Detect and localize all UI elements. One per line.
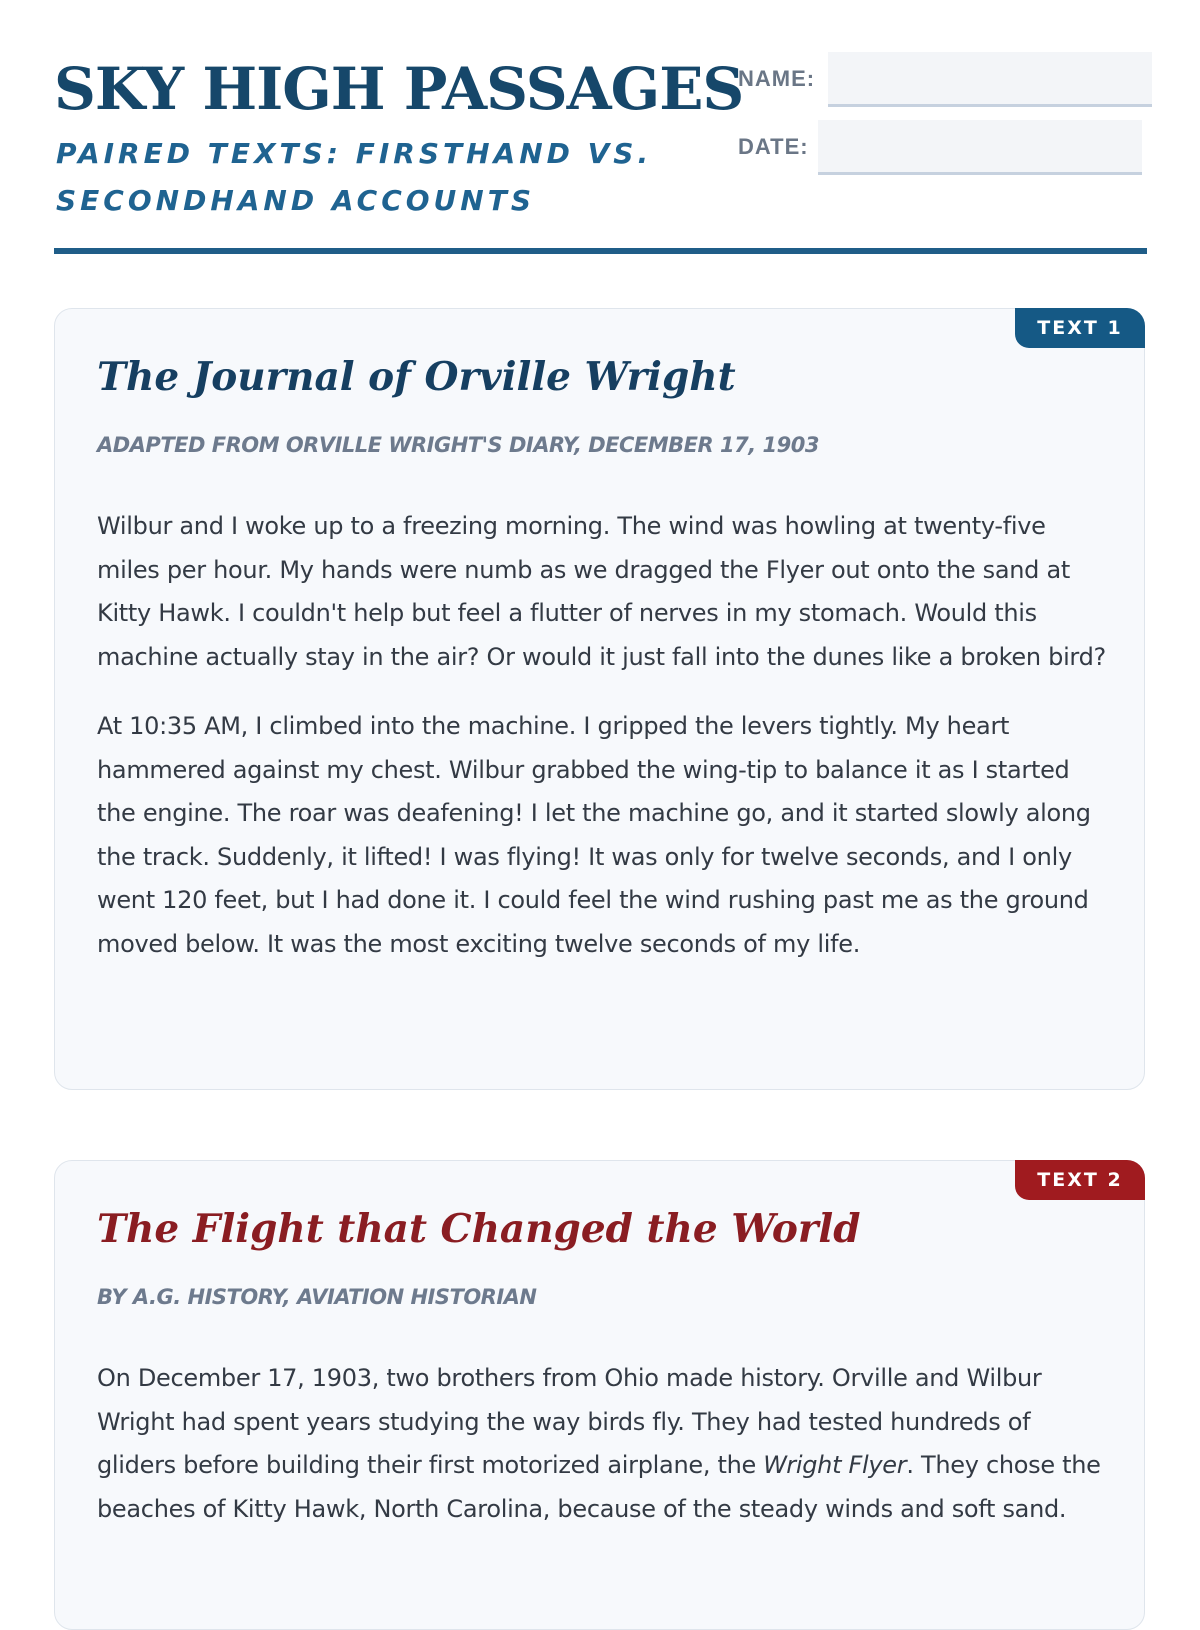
text-2-emphasis: Wright Flyer <box>763 1451 907 1479</box>
text-2-body <box>97 1357 1107 1557</box>
text-2-paragraph <box>97 1357 1107 1531</box>
name-row <box>738 52 1148 108</box>
text-1-paragraph: Wilbur and I woke up to a freezing morning. The wind was howling at twenty-five miles per hour. My hands were numb as we dragged the Flyer out onto the sand at Kitty Hawk. I couldn't help but feel a flutter of nerves in my stomach. Would this machine actually stay in the air? Or would it just fall into the dunes like a broken bird? <box>97 512 1106 671</box>
text-2-title: The Flight that Changed the World <box>97 1206 861 1252</box>
name-field[interactable] <box>828 52 1152 107</box>
text-2-card <box>54 1160 1145 1630</box>
text-1-byline: ADAPTED FROM ORVILLE WRIGHT'S DIARY, DECEMBER 17, 1903 <box>97 433 819 457</box>
text-1-card <box>54 308 1145 1090</box>
worksheet-header <box>54 52 1147 252</box>
text-1-body <box>97 505 1107 992</box>
text-2-badge: TEXT 2 <box>1015 1160 1145 1200</box>
worksheet-subtitle: PAIRED TEXTS: FIRSTHAND VS. SECONDHAND ACCOUNTS <box>56 137 653 217</box>
date-row <box>738 120 1148 176</box>
text-1-paragraph: At 10:35 AM, I climbed into the machine. I gripped the levers tightly. My heart hammered against my chest. Wilbur grabbed the wing-tip to balance it as I started the engine. The roar was deafening! I let the machine go, and it started slowly along the track. Suddenly, it lifted! I was flying! It was only for twelve seconds, and I only went 120 feet, but I had done it. I could feel the wind rushing past me as the ground moved below. It was the most exciting twelve seconds of my life. <box>97 712 1091 958</box>
date-field[interactable] <box>818 120 1142 175</box>
worksheet-title: SKY HIGH PASSAGES <box>54 55 744 123</box>
name-label: NAME: <box>738 66 816 91</box>
text-2-paragraph-part: . They chose the beaches of Kitty Hawk, North Carolina, because of the steady winds and soft sand. <box>97 1451 1101 1523</box>
text-2-paragraph-part: On December 17, 1903, two brothers from Ohio made history. Orville and Wilbur Wright had spent years studying the way birds fly. They had tested hundreds of gliders before building their first motorized airplane, the <box>97 1364 1042 1479</box>
text-2-byline: BY A.G. HISTORY, AVIATION HISTORIAN <box>97 1285 537 1309</box>
student-info-fields <box>738 52 1148 192</box>
header-divider <box>54 248 1147 254</box>
text-1-badge: TEXT 1 <box>1015 308 1145 348</box>
date-label: DATE: <box>738 134 809 159</box>
text-1-title: The Journal of Orville Wright <box>97 354 736 400</box>
